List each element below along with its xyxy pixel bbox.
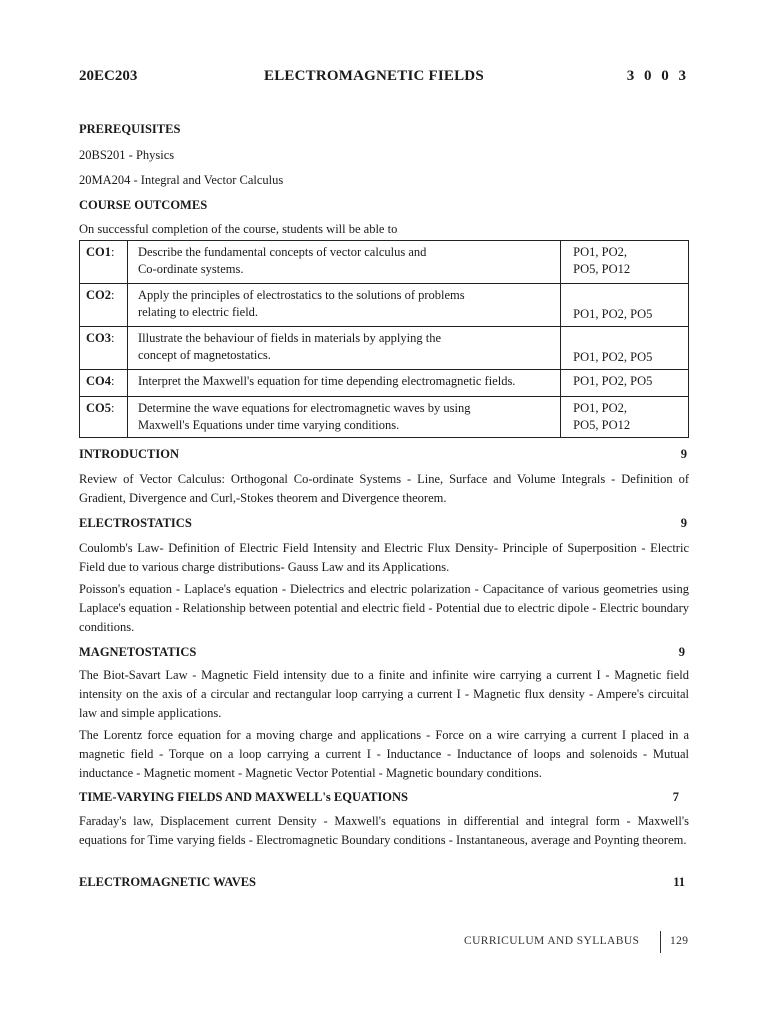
prerequisite-item: 20BS201 - Physics <box>79 148 175 162</box>
table-row <box>80 397 689 438</box>
section-hours: 9 <box>680 516 687 530</box>
section-title: INTRODUCTION <box>79 447 180 461</box>
section-paragraph: Coulomb's Law- Definition of Electric Field Intensity and Electric Flux Density- Principle of Superposition - Electric Field due to various charge distributions- Gauss Law and its Applications. <box>79 541 689 574</box>
co-id-cell: CO4: <box>80 370 128 397</box>
co-id-cell: CO3: <box>80 327 128 370</box>
co-po-cell: PO1, PO2, PO5, PO12 <box>561 241 689 284</box>
co-id-cell: CO5: <box>80 397 128 438</box>
prerequisites-heading: PREREQUISITES <box>79 122 181 136</box>
section-hours: 7 <box>672 790 679 804</box>
table-row <box>80 327 689 370</box>
section-title: ELECTROMAGNETIC WAVES <box>79 875 257 889</box>
footer-divider <box>660 931 661 953</box>
table-row <box>80 241 689 284</box>
course-outcomes-heading: COURSE OUTCOMES <box>79 198 208 212</box>
table-row <box>80 284 689 327</box>
co-po-cell: PO1, PO2, PO5 <box>561 370 689 397</box>
co-po-cell: PO1, PO2, PO5 <box>561 284 689 327</box>
page-footer <box>464 935 689 947</box>
section-paragraph: Review of Vector Calculus: Orthogonal Co-ordinate Systems - Line, Surface and Volume Integrals - Definition of Gradient, Divergence and Curl,-Stokes theorem and Divergence theorem. <box>79 472 689 505</box>
section-hours: 9 <box>678 645 685 659</box>
section-hours: 11 <box>673 875 685 889</box>
footer-label: CURRICULUM AND SYLLABUS <box>464 935 640 947</box>
course-code: 20EC203 <box>79 68 138 84</box>
co-description-cell: Determine the wave equations for electromagnetic waves by using Maxwell's Equations under time varying conditions. <box>127 397 560 438</box>
section-paragraph: Faraday's law, Displacement current Density - Maxwell's equations in differential and integral form - Maxwell's equations for Time varying fields - Electromagnetic Boundary conditions - Instantaneous, average and Poynting theorem. <box>79 814 689 847</box>
section-title: ELECTROSTATICS <box>79 516 192 530</box>
section-paragraph: The Lorentz force equation for a moving charge and applications - Force on a wire carrying a current I placed in a magnetic field - Torque on a loop carrying a current I - Inductance - Inductance of loops and solenoids - Mutual inductance - Magnetic moment - Magnetic Vector Potential - Magnetic boundary conditions. <box>79 728 689 780</box>
prerequisite-item: 20MA204 - Integral and Vector Calculus <box>79 173 284 187</box>
section-heading-introduction <box>79 447 689 463</box>
course-outcomes-intro: On successful completion of the course, students will be able to <box>79 222 398 236</box>
section-heading-magnetostatics <box>79 645 689 661</box>
co-description-cell: Describe the fundamental concepts of vector calculus and Co-ordinate systems. <box>127 241 560 284</box>
section-heading-time-varying-fields <box>79 790 689 806</box>
co-description-cell: Apply the principles of electrostatics to the solutions of problems relating to electric field. <box>127 284 560 327</box>
course-outcomes-table <box>79 240 689 438</box>
co-id-cell: CO1: <box>80 241 128 284</box>
co-description-cell: Illustrate the behaviour of fields in materials by applying the concept of magnetostatics. <box>127 327 560 370</box>
co-id-cell: CO2: <box>80 284 128 327</box>
course-title: ELECTROMAGNETIC FIELDS <box>264 68 484 84</box>
course-credits: 3 0 0 3 <box>626 68 689 84</box>
section-title: TIME-VARYING FIELDS AND MAXWELL's EQUATIONS <box>79 790 409 804</box>
section-hours: 9 <box>680 447 687 461</box>
co-description-cell: Interpret the Maxwell's equation for time depending electromagnetic fields. <box>127 370 560 397</box>
page-number: 129 <box>670 935 689 947</box>
table-row <box>80 370 689 397</box>
section-heading-electrostatics <box>79 516 689 532</box>
section-heading-electromagnetic-waves <box>79 875 689 891</box>
co-po-cell: PO1, PO2, PO5, PO12 <box>561 397 689 438</box>
course-header <box>79 68 689 88</box>
section-paragraph: The Biot-Savart Law - Magnetic Field intensity due to a finite and infinite wire carrying a current I - Magnetic field intensity on the axis of a circular and rectangular loop carrying a current I - Magnetic flux density - Ampere's circuital law and simple applications. <box>79 668 689 720</box>
co-po-cell: PO1, PO2, PO5 <box>561 327 689 370</box>
section-title: MAGNETOSTATICS <box>79 645 197 659</box>
section-paragraph: Poisson's equation - Laplace's equation - Dielectrics and electric polarization - Capacitance of various geometries using Laplace's equation - Relationship between potential and electric field - Potential due to electric dipole - Electric boundary conditions. <box>79 582 689 634</box>
